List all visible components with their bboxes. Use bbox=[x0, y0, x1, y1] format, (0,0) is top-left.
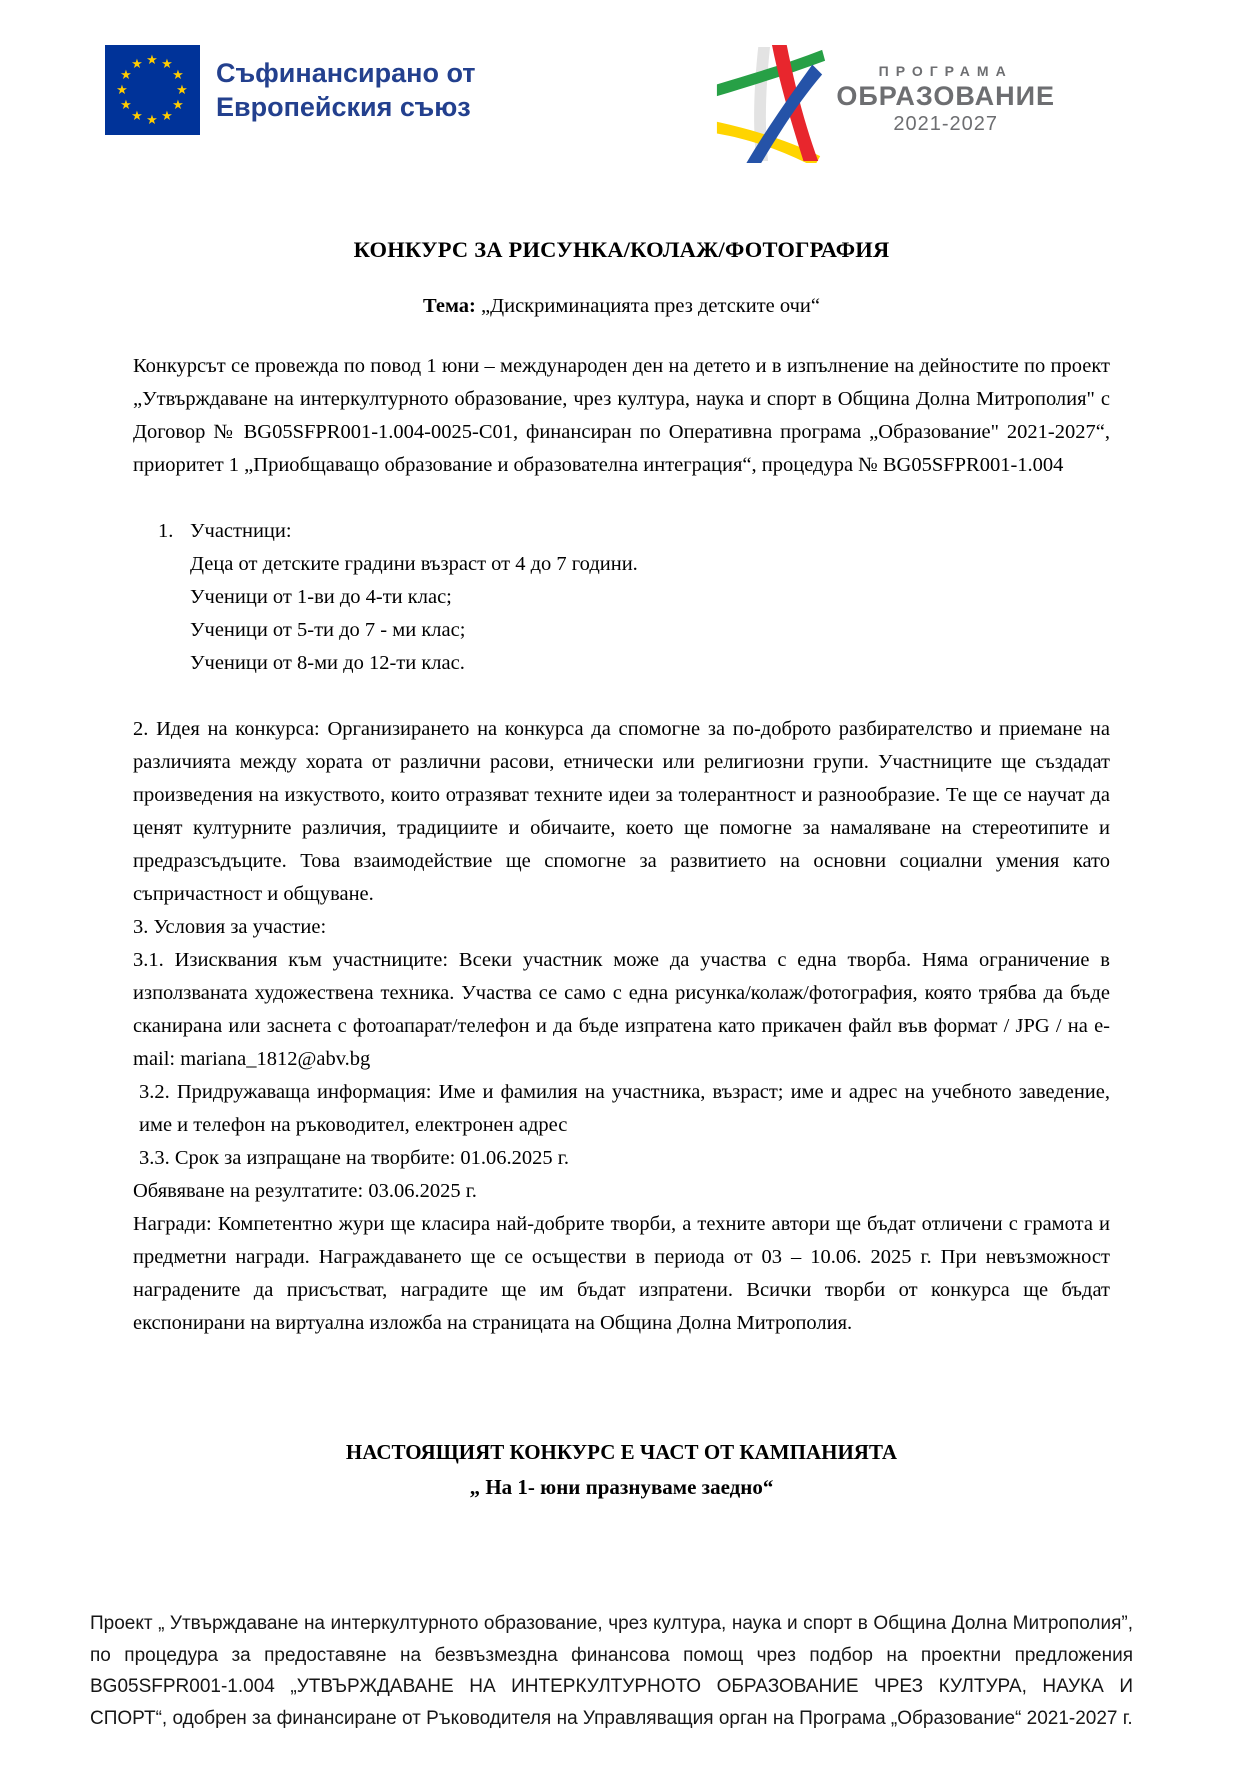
footer-project-note: Проект „ Утвърждаване на интеркултурното образование, чрез култура, наука и спорт в Община Долна Митрополия”, по процедура за предоставяне на безвъзмездна финансова помощ чрез подбор на проектни предложения BG05SFPR001-1.004 „УТВЪРЖДАВАНЕ НА ИНТЕРКУЛТУРНОТО ОБРАЗОВАНИЕ ЧРЕЗ КУЛТУРА, НАУКА И СПОРТ“, одобрен за финансиране от Ръководителя на Управляващия орган на Програма „Образование“ 2021-2027 г. bbox=[90, 1613, 1133, 1729]
svg-text:★: ★ bbox=[172, 98, 184, 113]
awards-paragraph: Награди: Компетентно жури ще класира най-добрите творби, а техните автори ще бъдат отличени с грамота и предметни награди. Награждаването ще се осъществи в периода от 03 – 10.06. 2025 г. При невъзможност наградените да присъстват, наградите ще им бъдат изпратени. Всички творби от конкурса ще бъдат експонирани на виртуална изложба на страницата на Община Долна Митрополия. bbox=[133, 1213, 1110, 1334]
svg-text:★: ★ bbox=[146, 113, 158, 128]
idea-paragraph: 2. Идея на конкурса: Организирането на конкурса да спомогне за по-доброто разбирателство и приемане на различията между хората от различни расови, етнически или религиозни групи. Участниците ще създадат произведения на изкуството, които отразяват техните идеи за толерантност и разнообразие. Те ще се научат да ценят културните различия, традициите и обичаите, което ще помогне за намаляване на стереотипите и предразсъдъците. Това взаимодействие ще спомогне за развитието на основни социални умения като съпричастност и общуване. bbox=[133, 718, 1110, 905]
program-education-logo bbox=[716, 45, 1055, 163]
campaign-heading bbox=[133, 1435, 1110, 1505]
page-title: КОНКУРС ЗА РИСУНКА/КОЛАЖ/ФОТОГРАФИЯ bbox=[353, 237, 890, 262]
eu-cofunded-line2: Европейския съюз bbox=[216, 92, 471, 122]
participants-heading-row bbox=[158, 515, 1110, 548]
eu-flag-icon bbox=[105, 45, 200, 135]
program-ribbons-icon bbox=[716, 45, 826, 163]
results-line: Обявяване на резултатите: 03.06.2025 г. bbox=[133, 1180, 477, 1202]
svg-text:★: ★ bbox=[146, 53, 158, 68]
accompanying-info-paragraph: 3.2. Придружаваща информация: Име и фамилия на участника, възраст; име и адрес на учебното заведение, име и телефон на ръководител, електронен адрес bbox=[139, 1081, 1110, 1136]
program-years: 2021-2027 bbox=[893, 113, 998, 135]
svg-text:★: ★ bbox=[161, 57, 173, 72]
participants-item: Деца от детските градини възраст от 4 до 7 години. bbox=[190, 553, 638, 575]
campaign-line2: „ На 1- юни празнуваме заедно“ bbox=[469, 1475, 774, 1499]
theme-line bbox=[133, 295, 1110, 318]
conditions-heading: 3. Условия за участие: bbox=[133, 916, 327, 938]
svg-text:★: ★ bbox=[131, 109, 143, 124]
svg-text:★: ★ bbox=[120, 98, 132, 113]
requirements-paragraph: 3.1. Изисквания към участниците: Всеки участник може да участва с една творба. Няма ограничение в използваната художествена техника. Участва се само с една рисунка/колаж/фотография, която трябва да бъде сканирана или заснета с фотоапарат/телефон и да бъде изпратена като прикачен файл във формат / JPG / на e-mail: mariana_1812@abv.bg bbox=[133, 949, 1110, 1070]
intro-paragraph: Конкурсът се провежда по повод 1 юни – международен ден на детето и в изпълнение на дейностите по проект „Утвърждаване на интеркултурното образование, чрез култура, наука и спорт в Община Долна Митрополия" с Договор № BG05SFPR001-1.004-0025-C01, финансиран по Оперативна програма „Образование" 2021-2027“, приоритет 1 „Приобщаващо образование и образователна интеграция“, процедура № BG05SFPR001-1.004 bbox=[133, 355, 1110, 476]
svg-text:★: ★ bbox=[116, 83, 128, 98]
list-number: 1. bbox=[158, 520, 174, 542]
participants-section bbox=[158, 515, 1110, 680]
program-name: ОБРАЗОВАНИЕ bbox=[836, 81, 1055, 111]
svg-text:★: ★ bbox=[131, 57, 143, 72]
program-kicker: ПРОГРАМА bbox=[878, 63, 1013, 79]
participants-item: Ученици от 1-ви до 4-ти клас; bbox=[190, 586, 452, 608]
svg-text:★: ★ bbox=[172, 68, 184, 83]
page-header bbox=[116, 45, 1110, 165]
campaign-line1: НАСТОЯЩИЯТ КОНКУРС Е ЧАСТ ОТ КАМПАНИЯТА bbox=[345, 1440, 898, 1464]
svg-text:★: ★ bbox=[161, 109, 173, 124]
eu-cofunded-line1: Съфинансирано от bbox=[216, 58, 476, 88]
theme-text: „Дискриминацията през детските очи“ bbox=[475, 295, 821, 317]
program-text-block bbox=[836, 63, 1055, 136]
theme-label: Тема: bbox=[422, 295, 476, 317]
deadline-line: 3.3. Срок за изпращане на творбите: 01.06.2025 г. bbox=[139, 1147, 569, 1169]
eu-cofunded-logo bbox=[105, 45, 476, 135]
participants-heading: Участници: bbox=[190, 520, 292, 542]
svg-text:★: ★ bbox=[120, 68, 132, 83]
eu-cofunded-text bbox=[216, 56, 476, 124]
participants-item: Ученици от 5-ти до 7 - ми клас; bbox=[190, 619, 466, 641]
svg-text:★: ★ bbox=[176, 83, 188, 98]
participants-item: Ученици от 8-ми до 12-ти клас. bbox=[190, 652, 465, 674]
